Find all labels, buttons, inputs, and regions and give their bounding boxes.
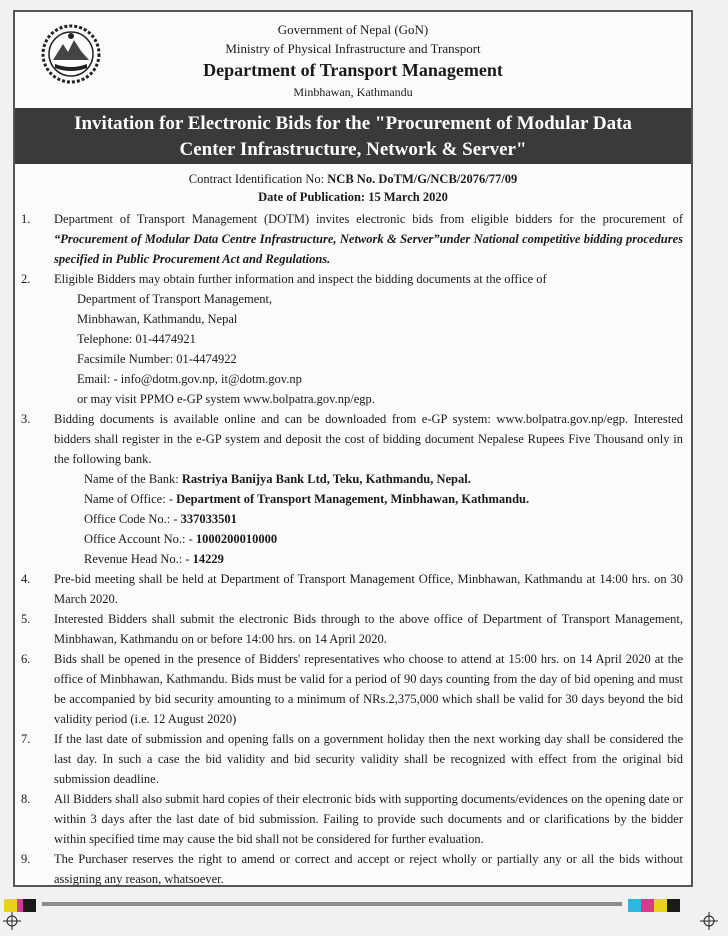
item-emphasis: “Procurement of Modular Data Centre Infrastructure, Network & Server”under National competitive bidding procedures specified in Public Procurement Act and Regulations. (54, 232, 683, 266)
contact-line: Department of Transport Management, (77, 292, 273, 306)
bottom-rule (42, 902, 622, 906)
item-text: Interested Bidders shall submit the electronic Bids through to the above office of Department of Transport Management, Minbhawan, Kathmandu on or before 14:00 hrs. on 14 April 2020. (54, 612, 683, 646)
contract-id (15, 172, 691, 187)
item-number: 9. (21, 852, 31, 866)
contact-line: Minbhawan, Kathmandu, Nepal (77, 312, 238, 326)
office-name-label: Name of Office: - (84, 492, 177, 506)
government-line: Government of Nepal (GoN) (277, 22, 429, 37)
item-number: 1. (21, 212, 31, 226)
list-item (15, 789, 691, 849)
bank-name-line (84, 469, 683, 489)
office-account-label: Office Account No.: - (84, 532, 196, 546)
notice-frame (13, 10, 693, 887)
item-text: Bids shall be opened in the presence of Bidders' representatives who choose to attend at 15:00 hrs. on 14 April 2020 at the office of Minbhawan, Kathmandu. Bids must be valid for a period of 90 days counting from the day of bid opening and must be accompanied by bid security amounting to a minimum of NRs.2,375,000 which shall be valid for 30 days beyond the bid validity period (i.e. 12 August 2020) (54, 652, 683, 726)
color-swatch (628, 899, 641, 912)
contract-label: Contract Identification No: (188, 172, 328, 186)
item-number: 7. (21, 732, 31, 746)
department-title: Department of Transport Management (203, 60, 503, 80)
bank-name-value: Rastriya Banijya Bank Ltd, Teku, Kathmandu, Nepal. (181, 472, 471, 486)
office-code-line (84, 509, 683, 529)
list-item (15, 409, 691, 569)
department-address: Minbhawan, Kathmandu (293, 85, 413, 99)
list-item (15, 849, 691, 889)
item-text: Pre-bid meeting shall be held at Department of Transport Management Office, Minbhawan, Kathmandu at 14:00 hrs. on 30 March 2020. (54, 572, 683, 606)
list-item (15, 609, 691, 649)
list-item (15, 209, 691, 269)
item-text: Bidding documents is available online and can be downloaded from e-GP system: www.bolpatra.gov.np/egp. Interested bidders shall register in the e-GP system and deposit the cost of bidding document Nepalese Rupees Five Thousand only in the following bank. (54, 412, 683, 466)
item-number: 4. (21, 572, 31, 586)
item-text: The Purchaser reserves the right to amend or correct and accept or reject wholly or partially any or all the bids without assigning any reason, whatsoever. (54, 852, 683, 886)
revenue-head-value: 14229 (192, 552, 224, 566)
item-number: 5. (21, 612, 31, 626)
color-swatch (641, 899, 654, 912)
title-line-1: Invitation for Electronic Bids for the "Procurement of Modular Data (74, 113, 632, 134)
office-name-value: Department of Transport Management, Minbhawan, Kathmandu. (176, 492, 530, 506)
office-code-label: Office Code No.: - (84, 512, 181, 526)
color-swatch (667, 899, 680, 912)
color-swatch (4, 899, 17, 912)
contact-line: or may visit PPMO e-GP system www.bolpatra.gov.np/egp. (77, 392, 375, 406)
invitation-title-banner (15, 108, 691, 164)
notice-items (15, 209, 691, 889)
list-item (15, 729, 691, 789)
item-text: Department of Transport Management (DOTM) invites electronic bids from eligible bidders for the procurement of (54, 212, 683, 226)
office-name-line (84, 489, 683, 509)
publication-date: Date of Publication: 15 March 2020 (258, 190, 448, 204)
contact-line: Email: - info@dotm.gov.np, it@dotm.gov.np (77, 372, 302, 386)
registration-mark-icon (700, 912, 718, 930)
item-number: 8. (21, 792, 31, 806)
item-number: 2. (21, 272, 31, 286)
office-code-value: 337033501 (180, 512, 237, 526)
registration-mark-icon (3, 912, 21, 930)
list-item (15, 569, 691, 609)
item-text: Eligible Bidders may obtain further information and inspect the bidding documents at the office of (54, 272, 547, 286)
item-text: All Bidders shall also submit hard copies of their electronic bids with supporting documents/evidences on the opening date or within 3 days after the last date of bid submission. Failing to provide such documents and or clarifications by the bidder within specified time may cause the bid shall not be considered for further evaluation. (54, 792, 683, 846)
title-line-2: Center Infrastructure, Network & Server" (179, 139, 527, 160)
office-account-line (84, 529, 683, 549)
bank-details-block (54, 469, 683, 569)
color-swatch (23, 899, 36, 912)
list-item (15, 269, 691, 409)
item-text: If the last date of submission and opening falls on a government holiday then the next working day shall be considered the last day. In such a case the bid validity and bid security validity shall be recognized with effect from the original bid submission deadline. (54, 732, 683, 786)
color-swatch (654, 899, 667, 912)
item-number: 6. (21, 652, 31, 666)
contract-number: NCB No. DoTM/G/NCB/2076/77/09 (327, 172, 518, 186)
ministry-line: Ministry of Physical Infrastructure and Transport (225, 41, 481, 56)
revenue-head-label: Revenue Head No.: - (84, 552, 193, 566)
item-number: 3. (21, 412, 31, 426)
list-item (15, 649, 691, 729)
bank-name-label: Name of the Bank: (84, 472, 182, 486)
revenue-head-line (84, 549, 683, 569)
contact-address-block (54, 289, 683, 409)
contact-line: Telephone: 01-4474921 (77, 332, 196, 346)
contact-line: Facsimile Number: 01-4474922 (77, 352, 237, 366)
office-account-value: 1000200010000 (195, 532, 278, 546)
